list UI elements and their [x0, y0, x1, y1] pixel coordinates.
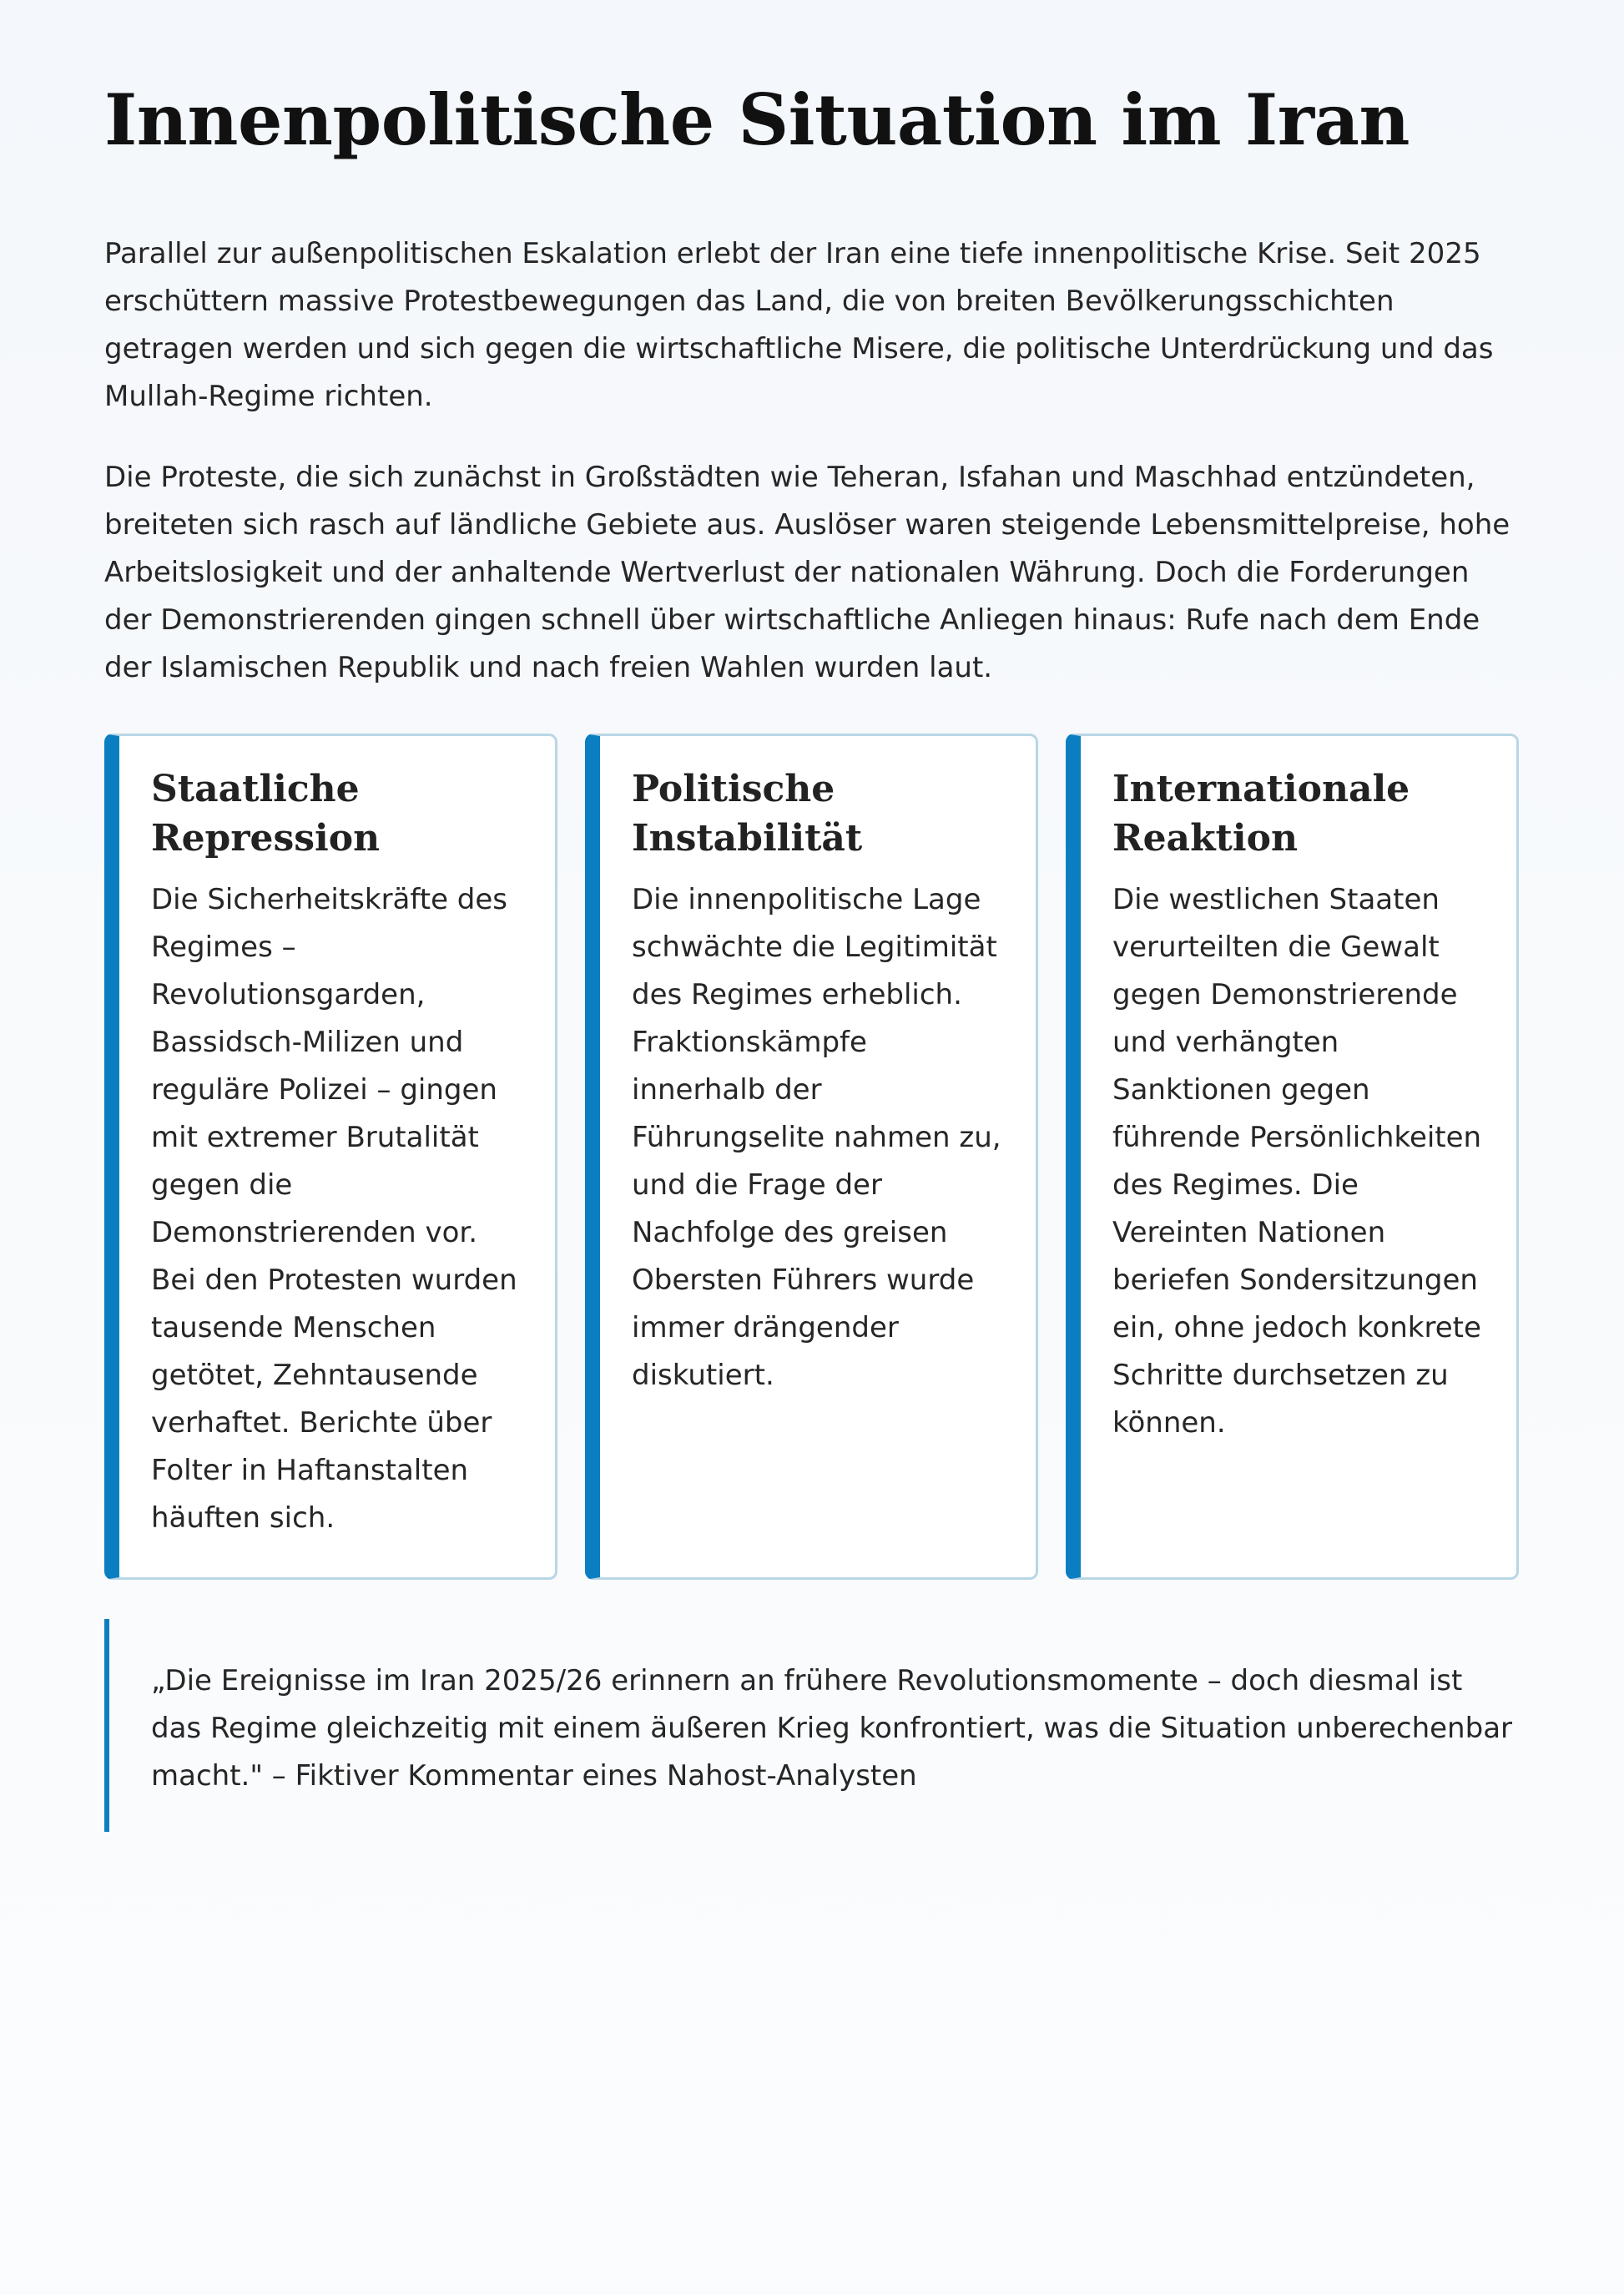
card-internationale-reaktion: [1066, 734, 1519, 1580]
quote-text: „Die Ereignisse im Iran 2025/26 erinnern an frühere Revolutionsmomente – doch diesmal ist das Regime gleichzeitig mit einem äußeren Krieg konfrontiert, was die Situation unberechenbar macht." – Fiktiver Kommentar eines Nahost-Analysten: [151, 1664, 1513, 1793]
pull-quote: [104, 1619, 1520, 1832]
card-text: Die innenpolitische Lage schwächte die Legitimität des Regimes erheblich. Fraktionskämpfe innerhalb der Führungselite nahmen zu, und die Frage der Nachfolge des greisen Obersten Führers wurde immer drängender diskutiert.: [632, 883, 1001, 1393]
card-title: Staatliche Repression: [151, 768, 381, 860]
document-page: [104, 0, 1520, 1793]
card-text: Die westlichen Staaten verurteilten die Gewalt gegen Demonstrierende und verhängten Sanktionen gegen führende Persönlichkeiten des Regimes. Die Vereinten Nationen beriefen Sondersitzungen ein, ohne jedoch konkrete Schritte durchsetzen zu können.: [1112, 883, 1482, 1440]
card-staatliche-repression: [104, 734, 557, 1580]
card-title: Internationale Reaktion: [1112, 768, 1410, 860]
card-politische-instabilitaet: [585, 734, 1038, 1580]
intro-paragraph: Parallel zur außenpolitischen Eskalation erlebt der Iran eine tiefe innenpolitische Krise. Seit 2025 erschüttern massive Protestbewegungen das Land, die von breiten Bevölkerungsschichten getragen werden und sich gegen die wirtschaftliche Misere, die politische Unterdrückung und das Mullah-Regime richten.: [104, 237, 1494, 414]
info-cards: [104, 734, 1520, 1583]
card-title: Politische Instabilität: [632, 768, 863, 860]
page-title: Innenpolitische Situation im Iran: [104, 78, 1410, 161]
protest-paragraph: Die Proteste, die sich zunächst in Großstädten wie Teheran, Isfahan und Maschhad entzündeten, breiteten sich rasch auf ländliche Gebiete aus. Auslöser waren steigende Lebensmittelpreise, hohe Arbeitslosigkeit und der anhaltende Wertverlust der nationalen Währung. Doch die Forderungen der Demonstrierenden gingen schnell über wirtschaftliche Anliegen hinaus: Rufe nach dem Ende der Islamischen Republik und nach freien Wahlen wurden laut.: [104, 461, 1511, 685]
card-text: Die Sicherheitskräfte des Regimes – Revolutionsgarden, Bassidsch-Milizen und reguläre Polizei – gingen mit extremer Brutalität gegen die Demonstrierenden vor. Bei den Protesten wurden tausende Menschen getötet, Zehntausende verhaftet. Berichte über Folter in Haftanstalten häuften sich.: [151, 883, 517, 1536]
